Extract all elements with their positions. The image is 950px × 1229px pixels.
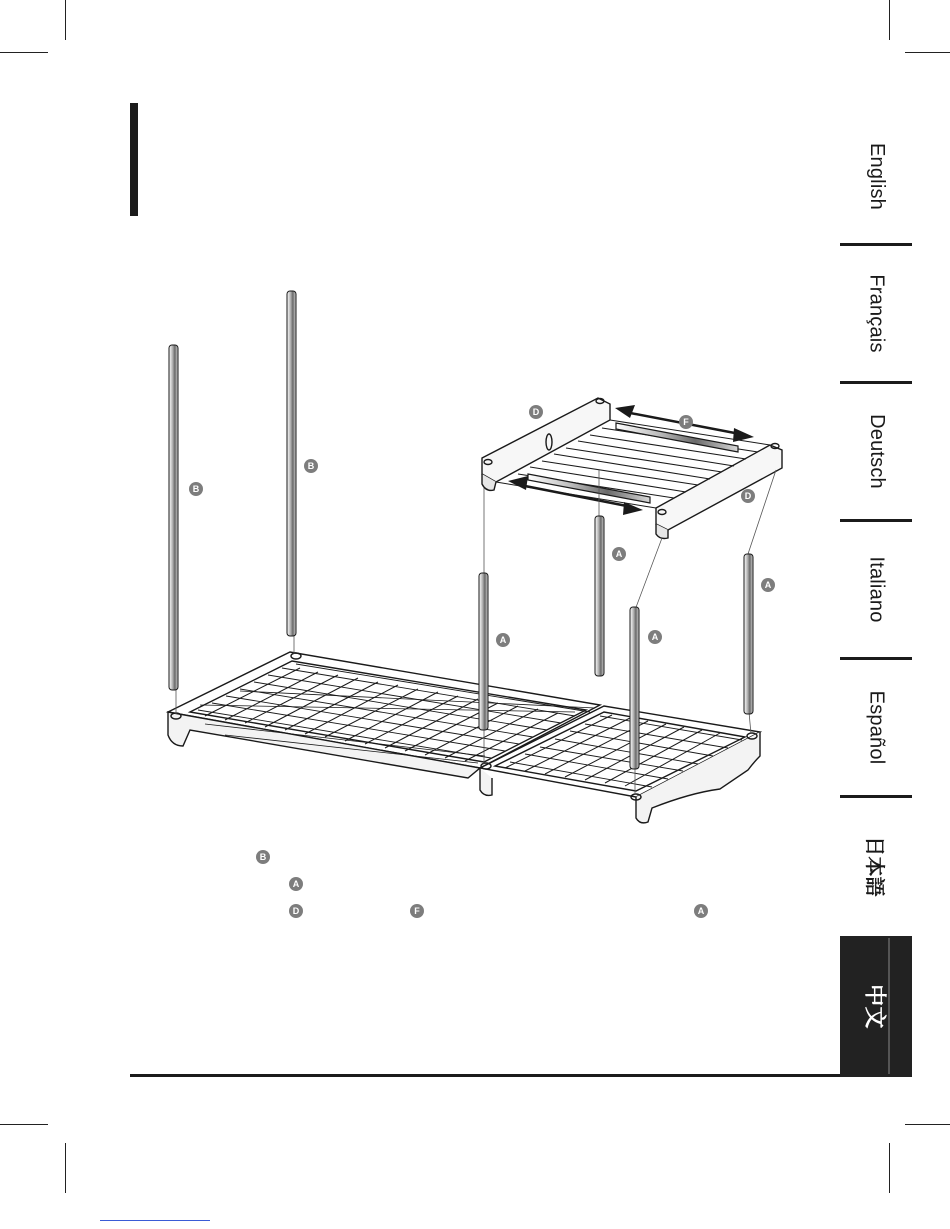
tab-label: 日本語 bbox=[862, 835, 885, 897]
step-marker-a: A bbox=[289, 877, 303, 891]
link-underline bbox=[100, 1220, 210, 1221]
marker-a: A bbox=[648, 630, 662, 644]
marker-a: A bbox=[761, 578, 775, 592]
tab-label: English bbox=[865, 143, 888, 210]
marker-d: D bbox=[529, 405, 543, 419]
marker-b: B bbox=[304, 459, 318, 473]
step-marker-b: B bbox=[256, 850, 270, 864]
top-frame bbox=[482, 398, 782, 539]
tab-label: Deutsch bbox=[865, 414, 888, 489]
marker-f: F bbox=[679, 415, 693, 429]
step-marker-d: D bbox=[289, 904, 303, 918]
marker-b: B bbox=[189, 482, 203, 496]
tab-label: Español bbox=[865, 690, 888, 765]
step-marker-f: F bbox=[410, 904, 424, 918]
marker-a: A bbox=[612, 547, 626, 561]
step-marker-a: A bbox=[694, 904, 708, 918]
marker-d: D bbox=[741, 489, 755, 503]
marker-a: A bbox=[496, 633, 510, 647]
tab-label: 中文 bbox=[862, 984, 888, 1029]
tab-label: Italiano bbox=[865, 556, 888, 623]
tab-label: Français bbox=[865, 274, 888, 353]
